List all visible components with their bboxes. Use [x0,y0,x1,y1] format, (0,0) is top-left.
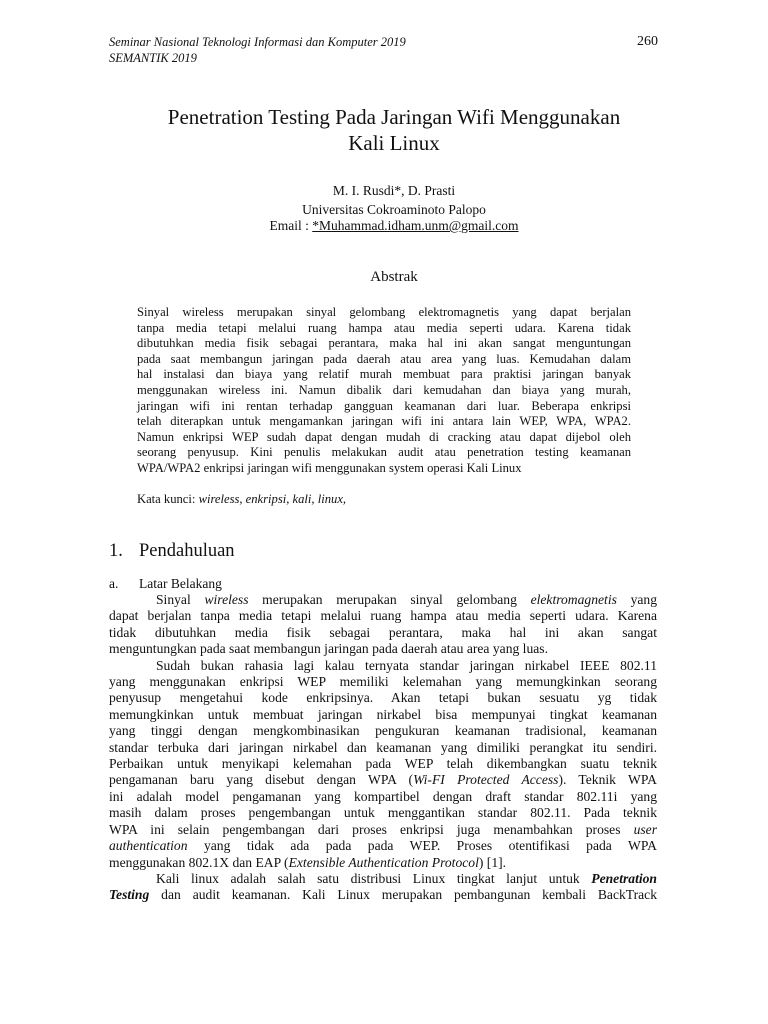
abstract-line: menggunakan wireless ini. Namun dibalik dari kemudahan dan biaya yang murah, [137,382,631,397]
body-line: Kali linux adalah salah satu distribusi Linux tingkat lanjut untuk Penetration [156,870,657,886]
section-number: 1. [109,541,123,561]
section-title: Pendahuluan [139,541,235,561]
subsection-title: Latar Belakang [139,576,222,591]
abstract-line: hal instalasi dan biaya yang relatif murah membuat para praktisi jaringan banyak [137,367,631,382]
body-line: pengamanan baru yang disebut dengan WPA (Wi-FI Protected Access). Teknik WPA [109,772,657,788]
abstract-line: WPA/WPA2 enkripsi jaringan wifi menggunakan system operasi Kali Linux [137,460,522,475]
body-line: masih dalam proses pengembangan untuk menggantikan standar 802.11. Pada teknik [109,805,657,821]
running-header-conference: Seminar Nasional Teknologi Informasi dan Komputer 2019 [109,35,406,49]
abstract-heading: Abstrak [370,269,418,285]
body-line: ini adalah model pengamanan yang kompartibel dengan draft standar 802.11i yang [109,788,657,804]
body-line: dapat berjalan tanpa media tetapi melalui ruang hampa atau media seperti udara. Karena [109,608,657,624]
paper-title-line-2: Kali Linux [348,131,440,155]
body-line: yang tinggi dengan mengkombinasikan pengukuran keamanan tradisional, keamanan [109,723,657,739]
subsection-heading [109,576,222,592]
body-line: Perbaikan untuk menyikapi kelemahan pada WEP telah dikembangkan suatu teknik [109,756,657,772]
body-line: standar terbuka dari jaringan nirkabel dan keamanan yang dimiliki perangkat itu sendiri. [109,739,657,755]
body-line: menguntungkan pada saat membangun jaringan pada daerah atau area yang luas. [109,641,548,657]
body-line: authentication yang tidak ada pada pada WEP. Proses otentifikasi pada WPA [109,838,657,854]
body-text [109,592,657,904]
subsection-label: a. [109,576,119,591]
abstract-line: Namun enkripsi WEP sudah dapat dengan mudah di cracking atau dapat dijebol oleh [137,429,631,444]
abstract-line: Sinyal wireless merupakan sinyal gelombang elektromagnetis yang dapat berjalan [137,305,631,319]
email-line [109,218,679,234]
body-line: Sudah bukan rahasia lagi kalau ternyata standar jaringan nirkabel IEEE 802.11 [156,657,657,673]
body-line: tidak dibutuhkan media fisik sebagai perantara, maka hal ini akan sangat [109,624,657,640]
email-label: Email : [269,218,313,233]
page-number: 260 [637,34,658,49]
email-link[interactable]: *Muhammad.idham.unm@gmail.com [312,218,519,233]
body-line: penyusup mengetahui kode enkripsinya. Akan tetapi bukan sesuatu yg tidak [109,690,657,706]
abstract-line: dibutuhkan media fisik sebagai perantara, maka hal ini akan sangat menguntungan [137,336,631,351]
abstract-line: seorang penyusup. Kini penulis melakukan audit atau penetration testing keamanan [137,445,631,460]
body-line: yang menggunakan enkripsi WEP memiliki kelemahan yang memungkinkan seorang [109,674,657,690]
authors: M. I. Rusdi*, D. Prasti [332,183,456,198]
running-header-event: SEMANTIK 2019 [109,51,197,65]
keywords-values: wireless, enkripsi, kali, linux, [198,492,347,506]
affiliation: Universitas Cokroaminoto Palopo [302,202,486,217]
body-line: memungkinkan untuk membuat jaringan nirkabel bisa mempunyai tingkat keamanan [109,706,657,722]
body-line: menggunakan 802.1X dan EAP (Extensible Authentication Protocol) [1]. [109,854,507,870]
body-line: WPA ini selain pengembangan dari proses enkripsi juga menambahkan proses user [109,821,657,837]
paper-title-line-1: Penetration Testing Pada Jaringan Wifi Menggunakan [167,105,621,129]
abstract-line: jaringan wifi ini rentan terhadap gangguan keamanan dari luar. Beberapa enkripsi [137,398,631,413]
abstract-body [137,305,631,477]
paper-title [109,104,679,156]
keywords-label: Kata kunci: [137,492,199,506]
abstract-line: pada saat membangun jaringan pada daerah atau area yang luas. Kemudahan dalam [137,351,631,366]
body-line: Sinyal wireless merupakan merupakan sinyal gelombang elektromagnetis yang [156,592,657,607]
body-line: Testing dan audit keamanan. Kali Linux merupakan pembangunan kembali BackTrack [109,887,657,903]
abstract-line: tanpa media tetapi melalui ruang hampa atau media seperti udara. Karena tidak [137,320,631,335]
keywords [137,492,346,507]
abstract-line: telah diterapkan untuk mengamankan jaringan wifi ini antara lain WEP, WPA, WPA2. [137,414,631,429]
section-heading [109,541,235,562]
